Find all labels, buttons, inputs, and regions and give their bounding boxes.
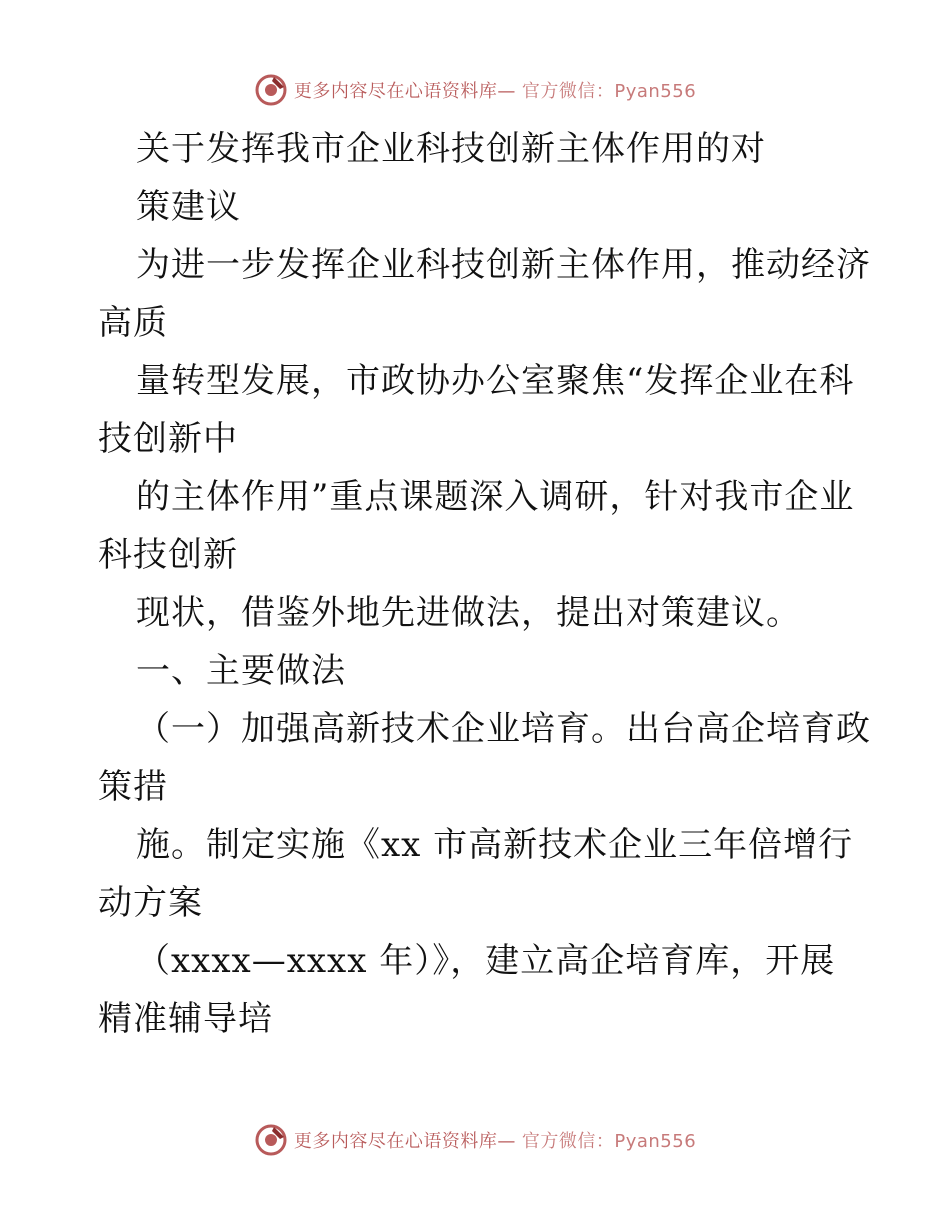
paragraph-line: 科技创新: [98, 535, 238, 575]
watermark-footer: [0, 1120, 950, 1160]
pen-circle-icon: [254, 73, 288, 107]
document-body: [98, 120, 871, 1048]
watermark-text: 更多内容尽在心语资料库—: [293, 81, 516, 102]
section-heading: 一、主要做法: [136, 651, 346, 691]
paragraph-line: 量转型发展，市政协办公室聚焦“发挥企业在科: [136, 361, 855, 401]
paragraph-line: 为进一步发挥企业科技创新主体作用，推动经济: [136, 245, 871, 285]
title-line-1: 关于发挥我市企业科技创新主体作用的对: [136, 129, 766, 169]
watermark-wechat: 官方微信：Pyan556: [521, 81, 697, 102]
paragraph-line: 施。制定实施《xx 市高新技术企业三年倍增行: [136, 825, 854, 865]
title-line-2: 策建议: [136, 187, 241, 227]
paragraph-line: 动方案: [98, 883, 203, 923]
paragraph-line: 高质: [98, 303, 168, 343]
paragraph-line: 策措: [98, 767, 168, 807]
paragraph-line: 的主体作用”重点课题深入调研，针对我市企业: [136, 477, 855, 517]
paragraph-line: 技创新中: [98, 419, 238, 459]
watermark-header: [0, 70, 950, 110]
watermark-text: 更多内容尽在心语资料库—: [293, 1131, 516, 1152]
pen-circle-icon: [254, 1123, 288, 1157]
paragraph-line: 精准辅导培: [98, 999, 273, 1039]
paragraph-line: 现状，借鉴外地先进做法，提出对策建议。: [136, 593, 801, 633]
watermark-wechat: 官方微信：Pyan556: [521, 1131, 697, 1152]
paragraph-line: （xxxx—xxxx 年）》，建立高企培育库，开展: [136, 941, 836, 981]
paragraph-line: （一）加强高新技术企业培育。出台高企培育政: [136, 709, 871, 749]
